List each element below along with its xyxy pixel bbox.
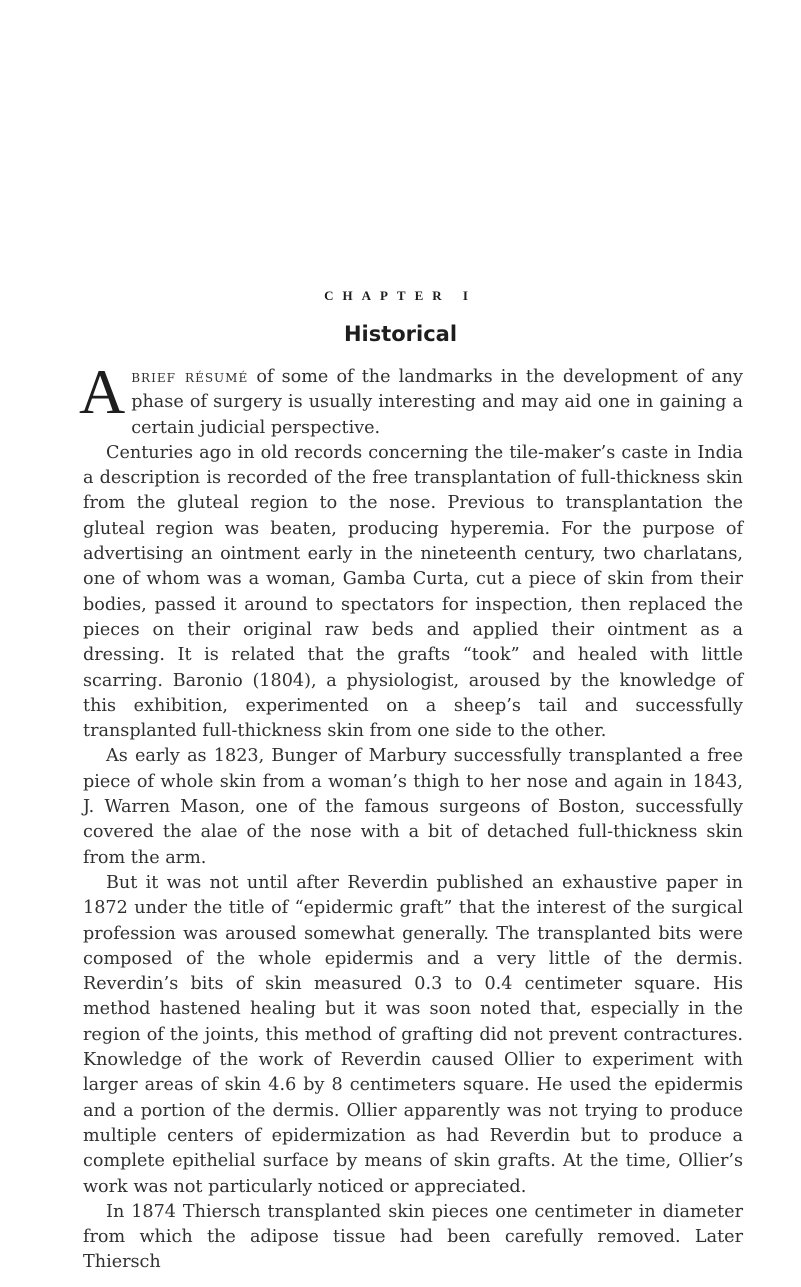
paragraph-4: But it was not until after Reverdin published an exhaustive paper in 1872 under the title of “epidermic graft” that the interest of the surgical profession was aroused somewhat generally. The transplanted bits were composed of the whole epidermis and a very little of the dermis. Reverdin’s bits of skin measured 0.3 to 0.4 centimeter square. His method hastened healing but it was soon noted that, especially in the region of the joints, this method of grafting did not prevent contractures. Knowledge of the work of Reverdin caused Ollier to experiment with larger areas of skin 4.6 by 8 centimeters square. He used the epidermis and a portion of the dermis. Ollier apparently was not trying to produce multiple centers of epidermization as had Reverdin but to produce a complete epithelial surface by means of skin grafts. At the time, Ollier’s work was not particularly noticed or appreciated. — [83, 872, 743, 1197]
chapter-body — [79, 356, 743, 1276]
paragraph-1-lead: brief résumé — [131, 367, 249, 387]
paragraph-1 — [79, 356, 743, 441]
drop-cap: A — [79, 356, 126, 427]
paragraph-5: In 1874 Thiersch transplanted skin pieces one centimeter in diameter from which the adipose tissue had been carefully removed. Later Thiersch — [83, 1201, 743, 1273]
chapter-title: Historical — [343, 322, 458, 346]
paragraph-2: Centuries ago in old records concerning the tile-maker’s caste in India a description is recorded of the free transplantation of full-thickness skin from the gluteal region to the nose. Previous to transplantation the gluteal region was beaten, producing hyperemia. For the purpose of advertising an ointment early in the nineteenth century, two charlatans, one of whom was a woman, Gamba Curta, cut a piece of skin from their bodies, passed it around to spectators for inspection, then replaced the pieces on their original raw beds and applied their ointment as a dressing. It is related that the grafts “took” and healed with little scarring. Baronio (1804), a physiologist, aroused by the knowledge of this exhibition, experimented on a sheep’s tail and successfully transplanted full-thickness skin from one side to the other. — [83, 442, 743, 742]
paragraph-1-text: of some of the landmarks in the development of any phase of surgery is usually interesting and may aid one in gaining a certain judicial perspective. — [131, 367, 743, 438]
paragraph-3: As early as 1823, Bunger of Marbury successfully transplanted a free piece of whole skin from a woman’s thigh to her nose and again in 1843, J. Warren Mason, one of the famous surgeons of Boston, successfully covered the alae of the nose with a bit of detached full-thickness skin from the arm. — [83, 746, 743, 868]
chapter-label: CHAPTER I — [324, 288, 477, 303]
